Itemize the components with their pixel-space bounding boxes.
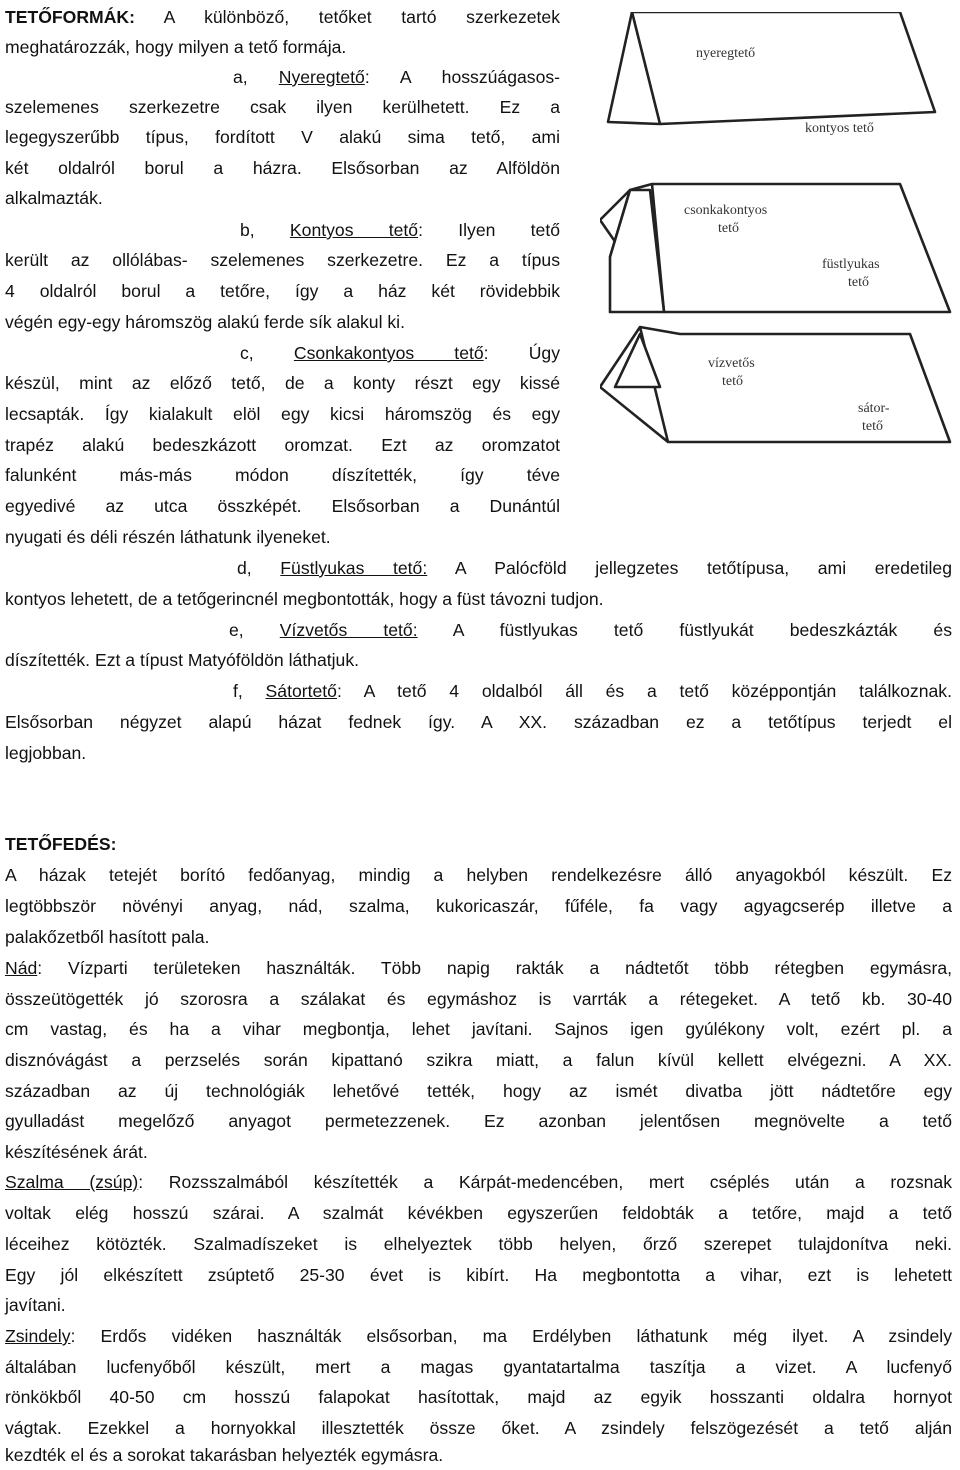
paragraph-line: léceihez kötözték. Szalmadíszeket is elhelyeztek több helyen, őrző szerepet tulajdonítva neki. bbox=[5, 1234, 952, 1254]
label-sator-2: tető bbox=[862, 419, 883, 434]
paragraph-line: Zsindely: Erdős vidéken használták elsősorban, ma Erdélyben láthatunk még ilyet. A zsindely bbox=[5, 1326, 952, 1346]
paragraph-line: javítani. bbox=[5, 1295, 66, 1315]
term-kontyos-teto: Kontyos tető bbox=[289, 220, 419, 240]
label-fustlyukas-1: füstlyukas bbox=[822, 257, 880, 272]
paragraph-line: Nád: Vízparti területeken használták. Több napig rakták a nádtetőt több rétegben egymásra, bbox=[5, 958, 952, 978]
paragraph-line: palakőzetből hasított pala. bbox=[5, 927, 210, 947]
paragraph-line: falunként más-más módon díszítették, így téve bbox=[5, 465, 560, 485]
paragraph-line: lecsapták. Így kialakult elöl egy kicsi háromszög és egy bbox=[5, 404, 560, 424]
item-d-line: d, Füstlyukas tető: A Palócföld jellegzetes tetőtípusa, ami eredetileg bbox=[237, 558, 952, 578]
paragraph-line: voltak elég hosszú szárai. A szalmát kévékben egyszerűen feldobták a tetőre, majd a tető bbox=[5, 1203, 952, 1223]
paragraph-line: kezdték el és a sorokat takarásban helyezték egymásra. bbox=[5, 1445, 444, 1465]
paragraph-line: szelemenes szerkezetre csak ilyen kerülhetett. Ez a bbox=[5, 97, 560, 117]
paragraph-line: két oldalról borul a házra. Elsősorban az Alföldön bbox=[5, 158, 560, 178]
label-csonkakontyos-2: tető bbox=[718, 221, 739, 236]
paragraph-line: kontyos lehetett, de a tetőgerincnél megbontották, hogy a füst távozni tudjon. bbox=[5, 589, 604, 609]
roof-types-illustration bbox=[600, 12, 956, 500]
term-szalma-zsup: Szalma (zsúp) bbox=[5, 1172, 139, 1192]
paragraph-line: cm vastag, és ha a vihar megbontja, lehet javítani. Sajnos igen gyúlékony volt, ezért pl. a bbox=[5, 1019, 952, 1039]
label-kontyos-teto: kontyos tető bbox=[805, 121, 874, 136]
paragraph-line: összeütögették jó szorosra a szálakat és egymáshoz is varrták a rétegeket. A tető kb. 30-40 bbox=[5, 989, 952, 1009]
paragraph-line: egyedivé az utca összképét. Elsősorban a Dunántúl bbox=[5, 496, 560, 516]
term-csonkakontyos-teto: Csonkakontyos tető bbox=[293, 343, 484, 363]
item-b-line: b, Kontyos tető: Ilyen tető bbox=[240, 220, 560, 240]
gable-roof-drawing bbox=[608, 12, 935, 124]
item-a-line: a, Nyeregtető: A hosszúágasos- bbox=[233, 67, 561, 87]
label-fustlyukas-2: tető bbox=[848, 275, 869, 290]
paragraph-line: legtöbbször növényi anyag, nád, szalma, kukoricaszár, fűféle, fa vagy agyagcserép illetve a bbox=[5, 896, 952, 916]
item-e-line: e, Vízvetős tető: A füstlyukas tető füstlyukát bedeszkázták és bbox=[229, 620, 953, 640]
paragraph-line: díszítették. Ezt a típust Matyóföldön láthatjuk. bbox=[5, 650, 360, 670]
section-heading-tetoformak: TETŐFORMÁK: bbox=[5, 7, 135, 27]
label-vizvetos-1: vízvetős bbox=[708, 356, 755, 371]
paragraph-line: meghatározzák, hogy milyen a tető formája. bbox=[5, 37, 347, 57]
paragraph-line: 4 oldalról borul a tetőre, így a ház két rövidebbik bbox=[5, 281, 560, 301]
item-f-line: f, Sátortető: A tető 4 oldalból áll és a tető középpontján találkoznak. bbox=[233, 681, 952, 701]
section-heading-tetofedes: TETŐFEDÉS: bbox=[5, 834, 117, 854]
paragraph-line: került az ollólábas- szelemenes szerkezetre. Ez a típus bbox=[5, 250, 560, 270]
paragraph-line: disznóvágást a perzselés során kipattanó szikra miatt, a falun kívül kellett elvégezni. A XX. bbox=[5, 1050, 952, 1070]
paragraph-line: Szalma (zsúp): Rozsszalmából készítették a Kárpát-medencében, mert cséplés után a rozsnak bbox=[5, 1172, 953, 1192]
paragraph-line: legjobban. bbox=[5, 743, 87, 763]
paragraph-line: rönkökből 40-50 cm hosszú falapokat hasítottak, majd az egyik hosszanti oldalra hornyot bbox=[5, 1387, 952, 1407]
label-sator-1: sátor- bbox=[858, 401, 890, 416]
paragraph-line: legegyszerűbb típus, fordított V alakú sima tető, ami bbox=[5, 127, 560, 147]
paragraph-line: A házak tetejét borító fedőanyag, mindig a helyben rendelkezésre álló anyagokból készült. Ez bbox=[5, 865, 952, 885]
paragraph-line: gyulladást megelőző anyagot permetezzenek. Ez azonban jelentősen megnövelte a tető bbox=[5, 1111, 952, 1131]
label-nyeregteto: nyeregtető bbox=[696, 46, 756, 61]
paragraph-line: TETŐFORMÁK: A különböző, tetőket tartó szerkezetek bbox=[5, 7, 560, 27]
paragraph-line: alkalmazták. bbox=[5, 188, 103, 208]
term-fustlyukas-teto: Füstlyukas tető: bbox=[280, 558, 428, 578]
half-hip-roof-drawing bbox=[600, 184, 950, 312]
paragraph-line: végén egy-egy háromszög alakú ferde sík alakul ki. bbox=[5, 312, 405, 332]
paragraph-line: században az új technológiák lehetővé tették, hogy az ismét divatba jött nádtetőre egy bbox=[5, 1081, 952, 1101]
paragraph-line: trapéz alakú bedeszkázott oromzat. Ezt az oromzatot bbox=[5, 435, 560, 455]
term-satorteto: Sátortető bbox=[265, 681, 337, 701]
label-vizvetos-2: tető bbox=[722, 374, 743, 389]
term-nad: Nád bbox=[5, 958, 38, 978]
paragraph-line: Egy jól elkészített zsúptető 25-30 évet is kibírt. Ha megbontotta a vihar, ezt is lehetett bbox=[5, 1265, 952, 1285]
paragraph-line: készül, mint az előző tető, de a konty részt egy kissé bbox=[5, 373, 560, 393]
item-c-line: c, Csonkakontyos tető: Úgy bbox=[240, 343, 560, 363]
paragraph-line: Elsősorban négyzet alapú házat fednek így. A XX. században ez a tetőtípus terjedt el bbox=[5, 712, 952, 732]
water-shedding-roof-drawing bbox=[600, 327, 950, 442]
label-csonkakontyos-1: csonkakontyos bbox=[684, 203, 768, 218]
paragraph-line: általában lucfenyőből készült, mert a magas gyantatartalma taszítja a vizet. A lucfenyő bbox=[5, 1357, 952, 1377]
paragraph-line: nyugati és déli részén láthatunk ilyeneket. bbox=[5, 527, 331, 547]
paragraph-line: készítésének árát. bbox=[5, 1142, 148, 1162]
term-zsindely: Zsindely bbox=[5, 1326, 71, 1346]
term-nyeregteto: Nyeregtető bbox=[278, 67, 365, 87]
term-vizvetos-teto: Vízvetős tető: bbox=[279, 620, 418, 640]
paragraph-line: vágtak. Ezekkel a hornyokkal illesztették össze őket. A zsindely felszögezését a tető alján bbox=[5, 1418, 952, 1438]
